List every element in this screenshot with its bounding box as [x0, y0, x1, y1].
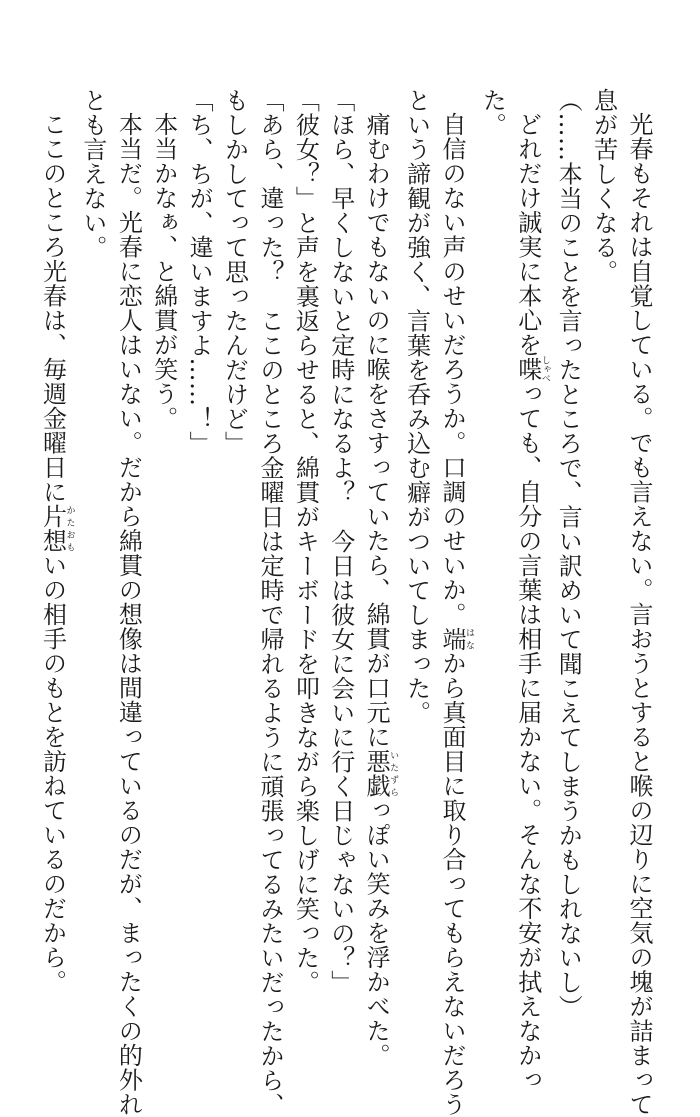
- text-line: [474, 88, 509, 968]
- text-segment: もしかしてって思ったんだけど」: [220, 88, 249, 456]
- text-line: [322, 88, 357, 995]
- text-segment: 息が苦しくなる。: [589, 88, 618, 284]
- ruby-annotated-word: [437, 626, 474, 652]
- text-segment: っても、自分の言葉は相手に届かない。そんな不安が拭えなかっ: [513, 381, 542, 1092]
- text-segment: 「ほら、早くしないと定時になるよ？ 今日は彼女に会いに行く日じゃないの？」: [326, 88, 355, 995]
- ruby-base: 端: [437, 626, 466, 651]
- text-line: [181, 88, 216, 968]
- ruby-reading: いたずら: [388, 749, 399, 798]
- text-segment: 本当だ。光春に恋人はいない。だから綿貫の想像は間違っているのだが、まったくの的外れ: [114, 112, 143, 1117]
- text-segment: 「彼女？」と声を裏返らせると、綿貫がキーボードを叩きながら楽しげに笑った。: [291, 88, 320, 995]
- text-segment: っぽい笑みを浮かべた。: [362, 798, 391, 1068]
- ruby-reading: しゃべ: [539, 355, 550, 383]
- text-segment: 光春もそれは自覚している。でも言えない。言おうとすると喉の辺りに空気の塊が詰まって: [625, 112, 653, 1117]
- text-line: [252, 88, 287, 1117]
- ruby-annotated-word: [362, 749, 399, 798]
- ruby-annotated-word: [38, 504, 75, 553]
- ruby-base: 喋: [513, 355, 542, 383]
- text-line: [34, 88, 75, 994]
- text-segment: とも言えない。: [78, 88, 107, 260]
- text-segment: どれだけ誠実に本心を: [513, 112, 542, 357]
- text-line: [75, 88, 110, 968]
- text-segment: 自信のない声のせいだろうか。口調のせいか。: [437, 112, 466, 627]
- text-segment: （……本当のことを言ったところで、言い訳めいて聞こえてしまうかもしれないし）: [554, 88, 583, 1019]
- text-line: [358, 88, 399, 1068]
- text-segment: 痛むわけでもないのに喉をさすっていたら、綿貫が口元に: [362, 112, 391, 749]
- text-line: [550, 88, 585, 1019]
- text-segment: いの相手のもとを訪ねているのだから。: [38, 553, 67, 994]
- text-segment: という諦観が強く、言葉を呑み込む癖がついてしまった。: [402, 88, 431, 725]
- text-segment: た。: [478, 88, 507, 137]
- text-line: [287, 88, 322, 995]
- text-line: [110, 88, 145, 1117]
- text-line: [585, 88, 620, 968]
- text-segment: 「あら、違った？ ここのところ金曜日は定時で帰れるように頑張ってるみたいだったから、: [255, 88, 284, 1117]
- text-segment: 「ち、ちが、違いますよ……！」: [185, 88, 214, 456]
- text-segment: ここのところ光春は、毎週金曜日に: [38, 112, 67, 504]
- ruby-annotated-word: [513, 355, 550, 383]
- text-segment: 本当かなぁ、と綿貫が笑う。: [149, 112, 178, 431]
- text-line: [621, 88, 656, 1117]
- text-line: [145, 88, 180, 968]
- text-line: [509, 88, 550, 1092]
- ruby-reading: かたおも: [64, 504, 75, 553]
- ruby-reading: はな: [463, 626, 474, 651]
- text-line: [398, 88, 433, 968]
- vertical-text-body: [36, 88, 656, 1117]
- text-segment: から真面目に取り合ってもらえないだろう: [437, 651, 466, 1117]
- text-line: [434, 88, 474, 1117]
- ruby-base: 悪戯: [362, 749, 391, 798]
- text-line: [216, 88, 251, 968]
- ruby-base: 片想: [38, 504, 67, 553]
